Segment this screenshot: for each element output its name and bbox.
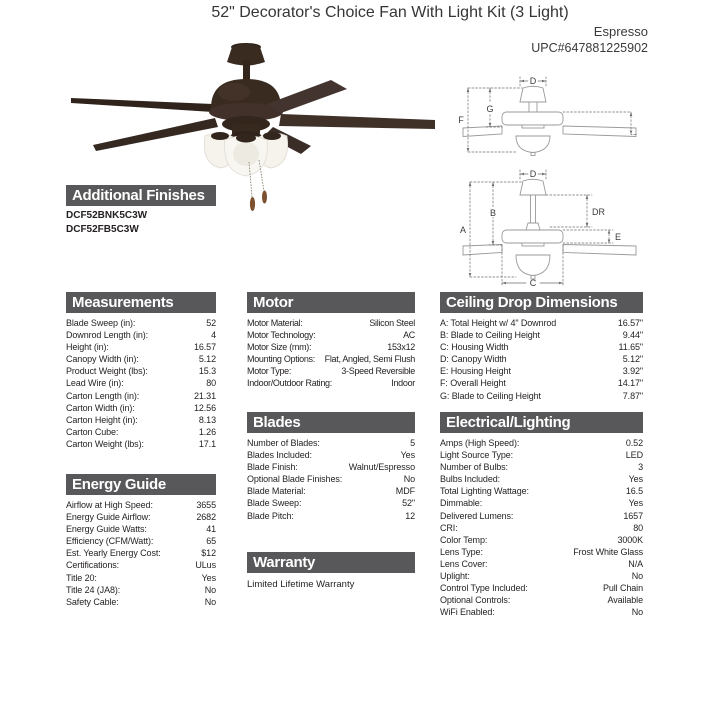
spec-value: 52 (206, 318, 216, 328)
spec-label: Dimmable: (440, 498, 483, 509)
finish-sku: DCF52BNK5C3W (66, 210, 148, 221)
spec-row (440, 594, 643, 606)
warranty-header: Warranty (247, 552, 415, 573)
spec-value: Yes (628, 498, 643, 509)
spec-value: 3-Speed Reversible (341, 366, 415, 377)
spec-value: 80 (206, 378, 216, 389)
spec-label: Motor Technology: (247, 330, 316, 341)
motor-header: Motor (247, 292, 415, 313)
spec-row (247, 377, 415, 389)
spec-row (440, 365, 643, 377)
spec-value: 0.52 (625, 438, 643, 448)
spec-row (66, 438, 216, 450)
section-motor (247, 292, 415, 390)
spec-label: B: Blade to Ceiling Height (440, 330, 540, 341)
spec-label: Lens Type: (440, 546, 483, 557)
spec-label: CRI: (440, 522, 458, 533)
additional-finishes-list (66, 206, 216, 236)
spec-value: 1.26 (198, 426, 216, 437)
spec-value: No (631, 571, 643, 582)
spec-value: Yes (628, 474, 643, 485)
spec-label: Carton Height (in): (66, 414, 138, 425)
spec-value: 14.17" (617, 378, 643, 389)
section-warranty (247, 552, 415, 590)
spec-value: 12 (405, 510, 415, 521)
blades-rows (247, 433, 415, 522)
spec-value: 80 (633, 522, 643, 533)
spec-label: E: Housing Height (440, 366, 511, 377)
spec-label: Light Source Type: (440, 450, 514, 461)
fan-blade-right (265, 80, 435, 154)
fan-blade-left (71, 98, 218, 151)
spec-label: Motor Type: (247, 366, 292, 377)
finish-name: Espresso (593, 24, 648, 39)
spec-row (247, 449, 415, 461)
ceiling-drop-header: Ceiling Drop Dimensions (440, 292, 643, 313)
spec-row (440, 473, 643, 485)
spec-value: 52" (402, 498, 415, 509)
spec-label: Blade Material: (247, 486, 306, 497)
spec-label: Motor Size (mm): (247, 342, 312, 353)
spec-label: C: Housing Width (440, 342, 509, 353)
spec-value: 3 (638, 462, 643, 473)
label-g: G (486, 104, 494, 114)
spec-row (66, 559, 216, 571)
spec-label: Carton Weight (lbs): (66, 438, 144, 449)
motor-rows (247, 313, 415, 390)
spec-label: Canopy Width (in): (66, 354, 139, 365)
spec-label: Control Type Included: (440, 583, 528, 594)
spec-label: Blade Sweep (in): (66, 318, 136, 328)
spec-row (440, 497, 643, 509)
spec-value: 12.56 (193, 402, 216, 413)
spec-value: 21.31 (193, 390, 216, 401)
spec-row (66, 390, 216, 402)
label-a: A (459, 225, 467, 235)
spec-label: Certifications: (66, 560, 120, 571)
spec-row (66, 377, 216, 389)
dimension-diagrams (440, 55, 720, 290)
upc-code: UPC#647881225902 (531, 41, 648, 55)
spec-row (66, 426, 216, 438)
spec-label: Indoor/Outdoor Rating: (247, 378, 332, 389)
spec-row (66, 341, 216, 353)
spec-label: Bulbs Included: (440, 474, 501, 485)
fan-glass-shades (204, 132, 287, 176)
spec-label: Efficiency (CFM/Watt): (66, 536, 154, 547)
spec-value: 4 (211, 330, 216, 341)
spec-value: 3000K (617, 534, 643, 545)
spec-label: Total Lighting Wattage: (440, 486, 529, 497)
spec-value: 5 (410, 438, 415, 448)
spec-row (440, 449, 643, 461)
spec-label: Energy Guide Airflow: (66, 512, 151, 523)
diagram-flush-mount (463, 86, 636, 155)
spec-label: D: Canopy Width (440, 354, 507, 365)
spec-label: Blade Pitch: (247, 510, 294, 521)
spec-label: F: Overall Height (440, 378, 506, 389)
spec-row (66, 523, 216, 535)
spec-row (440, 461, 643, 473)
spec-value: MDF (395, 486, 415, 497)
spec-value: 153x12 (387, 342, 415, 353)
label-b: B (489, 208, 497, 218)
spec-label: Safety Cable: (66, 596, 119, 607)
spec-row (440, 390, 643, 402)
spec-row (440, 546, 643, 558)
spec-value: Available (607, 595, 643, 606)
spec-row (440, 341, 643, 353)
spec-value: 65 (206, 536, 216, 547)
spec-value: 16.57 (193, 342, 216, 353)
spec-row (247, 485, 415, 497)
spec-value: No (204, 584, 216, 595)
spec-value: 7.87" (622, 390, 643, 401)
ceiling-drop-rows (440, 313, 643, 402)
spec-value: Yes (400, 450, 415, 461)
spec-row (247, 510, 415, 522)
spec-row (66, 584, 216, 596)
spec-label: Optional Blade Finishes: (247, 474, 343, 485)
page-title: 52" Decorator's Choice Fan With Light Kit (3 Light) (211, 4, 569, 21)
spec-value: 41 (206, 524, 216, 535)
spec-label: Product Weight (lbs): (66, 366, 148, 377)
spec-value: 15.3 (198, 366, 216, 377)
additional-finishes-header: Additional Finishes (66, 185, 216, 206)
spec-value: 9.44" (622, 330, 643, 341)
spec-value: Flat, Angled, Semi Flush (324, 354, 415, 365)
warranty-text: Limited Lifetime Warranty (247, 579, 355, 590)
spec-value: $12 (201, 548, 216, 559)
spec-label: Uplight: (440, 571, 470, 582)
spec-value: 3.92" (622, 366, 643, 377)
spec-row (66, 572, 216, 584)
spec-row (66, 329, 216, 341)
spec-row (66, 353, 216, 365)
section-ceiling-drop-dimensions (440, 292, 643, 402)
spec-label: Color Temp: (440, 534, 488, 545)
spec-row (440, 317, 643, 329)
spec-label: Energy Guide Watts: (66, 524, 147, 535)
spec-row (66, 365, 216, 377)
spec-value: 3655 (196, 500, 216, 510)
measurements-rows (66, 313, 216, 450)
blades-header: Blades (247, 412, 415, 433)
spec-value: 8.13 (198, 414, 216, 425)
spec-label: Height (in): (66, 342, 109, 353)
spec-row (440, 485, 643, 497)
section-measurements (66, 292, 216, 450)
spec-value: 16.57" (617, 318, 643, 328)
label-dr: DR (592, 207, 605, 217)
spec-value: No (204, 596, 216, 607)
spec-label: Amps (High Speed): (440, 438, 520, 448)
section-electrical-lighting (440, 412, 643, 618)
spec-row (66, 547, 216, 559)
spec-label: Blades Included: (247, 450, 312, 461)
spec-row (440, 353, 643, 365)
spec-row (247, 365, 415, 377)
spec-row (440, 377, 643, 389)
spec-value: N/A (628, 558, 643, 569)
spec-label: Mounting Options: (247, 354, 315, 365)
spec-label: Downrod Length (in): (66, 330, 149, 341)
spec-label: Carton Length (in): (66, 390, 140, 401)
spec-value: 11.65" (618, 342, 643, 353)
spec-value: Pull Chain (602, 583, 643, 594)
spec-value: 5.12" (622, 354, 643, 365)
spec-label: Lead Wire (in): (66, 378, 124, 389)
spec-row (66, 414, 216, 426)
spec-row (247, 461, 415, 473)
spec-row (247, 437, 415, 449)
spec-label: Airflow at High Speed: (66, 500, 153, 510)
spec-value: AC (403, 330, 415, 341)
spec-label: Optional Controls: (440, 595, 511, 606)
spec-row (66, 499, 216, 511)
label-f: F (458, 115, 464, 125)
spec-row (440, 437, 643, 449)
spec-value: 5.12 (198, 354, 216, 365)
spec-row (440, 329, 643, 341)
spec-label: Delivered Lumens: (440, 510, 514, 521)
label-d-top: D (529, 76, 537, 86)
label-d-bottom: D (529, 169, 537, 179)
spec-label: Est. Yearly Energy Cost: (66, 548, 161, 559)
spec-row (247, 497, 415, 509)
spec-row (440, 582, 643, 594)
spec-row (440, 558, 643, 570)
spec-row (247, 473, 415, 485)
spec-value: 16.5 (625, 486, 643, 497)
spec-row (440, 606, 643, 618)
spec-label: Title 24 (JA8): (66, 584, 121, 595)
spec-row (440, 522, 643, 534)
spec-row (440, 570, 643, 582)
section-additional-finishes (66, 185, 216, 236)
spec-label: Blade Finish: (247, 462, 298, 473)
spec-label: Motor Material: (247, 318, 303, 328)
spec-value: 1657 (623, 510, 643, 521)
spec-label: A: Total Height w/ 4" Downrod (440, 318, 557, 328)
spec-row (66, 511, 216, 523)
label-c: C (529, 278, 537, 288)
spec-row (66, 317, 216, 329)
spec-row (247, 353, 415, 365)
spec-row (247, 341, 415, 353)
spec-value: No (631, 607, 643, 618)
electrical-lighting-header: Electrical/Lighting (440, 412, 643, 433)
spec-row (66, 402, 216, 414)
spec-value: Yes (201, 572, 216, 583)
spec-value: No (403, 474, 415, 485)
spec-label: WiFi Enabled: (440, 607, 495, 618)
spec-label: Carton Width (in): (66, 402, 135, 413)
spec-value: Frost White Glass (573, 546, 643, 557)
electrical-lighting-rows (440, 433, 643, 618)
spec-row (66, 535, 216, 547)
spec-value: ULus (195, 560, 216, 571)
spec-value: Silicon Steel (369, 318, 415, 328)
spec-row (440, 510, 643, 522)
spec-label: Lens Cover: (440, 558, 488, 569)
spec-value: Walnut/Espresso (348, 462, 415, 473)
measurements-header: Measurements (66, 292, 216, 313)
label-e: E (615, 232, 622, 242)
spec-value: 2682 (196, 512, 216, 523)
energy-guide-header: Energy Guide (66, 474, 216, 495)
spec-label: Blade Sweep: (247, 498, 302, 509)
finish-sku: DCF52FB5C3W (66, 223, 139, 235)
spec-label: Title 20: (66, 572, 97, 583)
spec-row (66, 596, 216, 608)
diagram-downrod-mount (463, 179, 636, 279)
section-blades (247, 412, 415, 522)
spec-row (247, 329, 415, 341)
spec-label: Number of Blades: (247, 438, 320, 448)
section-energy-guide (66, 474, 216, 608)
spec-label: Carton Cube: (66, 426, 119, 437)
spec-value: 17.1 (198, 438, 216, 449)
spec-label: Number of Bulbs: (440, 462, 508, 473)
spec-row (440, 534, 643, 546)
spec-row (247, 317, 415, 329)
energy-guide-rows (66, 495, 216, 608)
spec-label: G: Blade to Ceiling Height (440, 390, 541, 401)
spec-value: LED (625, 450, 643, 461)
spec-value: Indoor (391, 378, 415, 389)
